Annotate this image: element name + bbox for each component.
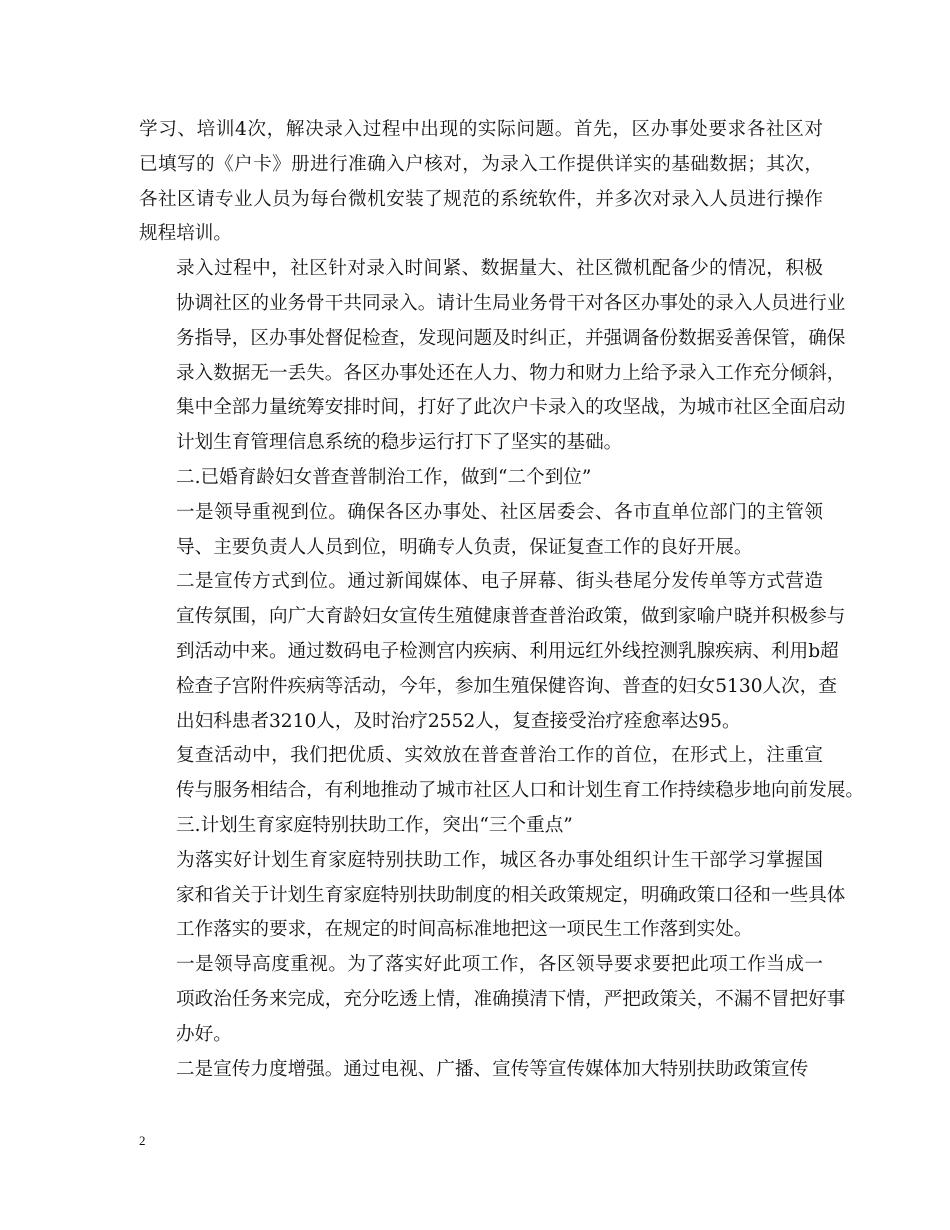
text-line: 导、主要负责人人员到位，明确专人负责，保证复查工作的良好开展。 xyxy=(176,536,753,558)
paragraph xyxy=(139,461,823,496)
document-body xyxy=(139,113,864,1087)
paragraph xyxy=(139,252,846,461)
paragraph xyxy=(139,565,846,739)
text-line: 录入数据无一丢失。各区办事处还在人力、物力和财力上给予录入工作充分倾斜， xyxy=(176,362,846,384)
paragraph xyxy=(139,809,823,844)
text-line: 规程培训。 xyxy=(139,223,232,245)
page-number: 2 xyxy=(139,1133,146,1148)
text-line: 二是宣传方式到位。通过新闻媒体、电子屏幕、街头巷尾分发传单等方式营造 xyxy=(176,571,823,593)
text-line: 到活动中来。通过数码电子检测宫内疾病、利用远红外线控测乳腺疾病、利用b超 xyxy=(176,640,839,662)
text-line: 一是领导重视到位。确保各区办事处、社区居委会、各市直单位部门的主管领 xyxy=(176,501,823,523)
text-line: 检查子宫附件疾病等活动，今年，参加生殖保健咨询、普查的妇女5130人次，查 xyxy=(176,675,837,697)
text-line: 复查活动中，我们把优质、实效放在普查普治工作的首位，在形式上，注重宣 xyxy=(176,745,823,767)
text-line: 二.已婚育龄妇女普查普制治工作，做到“二个到位” xyxy=(176,466,592,488)
paragraph xyxy=(139,496,823,566)
text-line: 集中全部力量统筹安排时间，打好了此次户卡录入的攻坚战，为城市社区全面启动 xyxy=(176,397,846,419)
text-line: 出妇科患者3210人，及时治疗2552人，复查接受治疗痊愈率达95。 xyxy=(176,710,741,732)
text-line: 项政治任务来完成，充分吃透上情，准确摸清下情，严把政策关，不漏不冒把好事 xyxy=(176,988,846,1010)
text-line: 录入过程中，社区针对录入时间紧、数据量大、社区微机配备少的情况，积极 xyxy=(176,258,823,280)
text-line: 一是领导高度重视。为了落实好此项工作，各区领导要求要把此项工作当成一 xyxy=(176,954,823,976)
text-line: 为落实好计划生育家庭特别扶助工作，城区各办事处组织计生干部学习掌握国 xyxy=(176,849,823,871)
text-line: 务指导，区办事处督促检查，发现问题及时纠正，并强调备份数据妥善保管，确保 xyxy=(176,327,846,349)
paragraph xyxy=(139,739,864,809)
paragraph xyxy=(139,113,823,252)
paragraph xyxy=(139,948,846,1052)
text-line: 计划生育管理信息系统的稳步运行打下了坚实的基础。 xyxy=(176,432,623,454)
text-line: 宣传氛围，向广大育龄妇女宣传生殖健康普查普治政策，做到家喻户晓并积极参与 xyxy=(176,606,846,628)
text-line: 办好。 xyxy=(176,1023,232,1045)
text-line: 二是宣传力度增强。通过电视、广播、宣传等宣传媒体加大特别扶助政策宣传 xyxy=(176,1058,809,1080)
text-line: 工作落实的要求，在规定的时间高标准地把这一项民生工作落到实处。 xyxy=(176,919,753,941)
text-line: 学习、培训4次，解决录入过程中出现的实际问题。首先，区办事处要求各社区对 xyxy=(139,119,823,140)
paragraph xyxy=(139,844,846,948)
text-line: 传与服务相结合，有利地推动了城市社区人口和计划生育工作持续稳步地向前发展。 xyxy=(176,780,864,802)
text-line: 家和省关于计划生育家庭特别扶助制度的相关政策规定，明确政策口径和一些具体 xyxy=(176,884,846,906)
text-line: 已填写的《户卡》册进行准确入户核对，为录入工作提供详实的基础数据；其次， xyxy=(139,153,823,175)
text-line: 协调社区的业务骨干共同录入。请计生局业务骨干对各区办事处的录入人员进行业 xyxy=(176,292,846,314)
text-line: 三.计划生育家庭特别扶助工作，突出“三个重点” xyxy=(176,814,573,836)
text-line: 各社区请专业人员为每台微机安装了规范的系统软件，并多次对录入人员进行操作 xyxy=(139,188,823,210)
paragraph xyxy=(139,1053,823,1088)
